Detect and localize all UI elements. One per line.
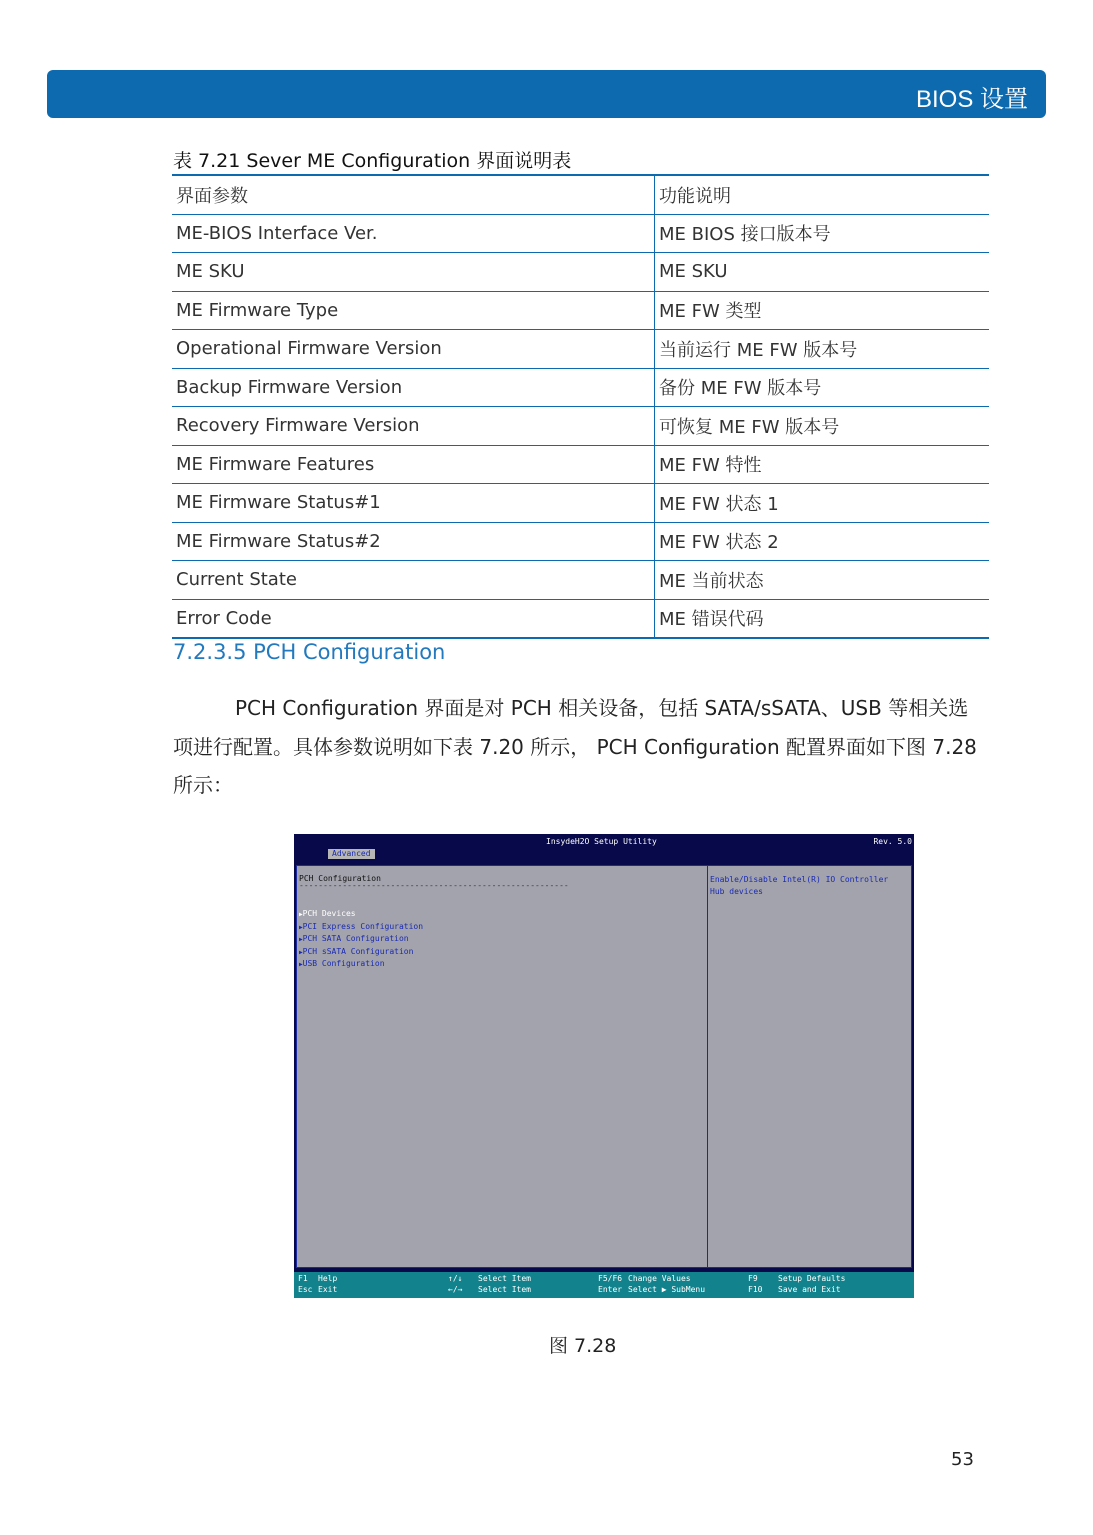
desc-cell: ME 当前状态 (655, 561, 990, 600)
param-cell: Current State (172, 561, 655, 600)
bios-help-text: Enable/Disable Intel(R) IO Controller Hub devices (710, 875, 889, 896)
table-row (172, 561, 989, 600)
param-cell: ME Firmware Status#2 (172, 522, 655, 561)
table-header-row (172, 175, 989, 214)
bios-key-action: Save and Exit (778, 1285, 841, 1294)
header-cell-desc: 功能说明 (655, 175, 990, 214)
table-row (172, 253, 989, 292)
bios-screenshot (294, 834, 914, 1298)
param-cell: ME-BIOS Interface Ver. (172, 214, 655, 253)
bios-key-action: Select Item (478, 1285, 531, 1294)
bios-key-legend (294, 1272, 914, 1298)
bios-menu-item-label: PCH Devices (302, 909, 356, 918)
param-cell: ME SKU (172, 253, 655, 292)
table-row (172, 445, 989, 484)
desc-cell: ME FW 状态 1 (655, 484, 990, 523)
bios-key-action: Exit (318, 1285, 338, 1294)
bios-menu-item-label: USB Configuration (302, 959, 385, 968)
param-cell: Error Code (172, 599, 655, 638)
param-cell: Operational Firmware Version (172, 330, 655, 369)
param-cell: ME Firmware Type (172, 291, 655, 330)
desc-cell: ME FW 状态 2 (655, 522, 990, 561)
table-row (172, 368, 989, 407)
submenu-arrow-icon: ▶ (299, 911, 303, 918)
param-cell: Backup Firmware Version (172, 368, 655, 407)
submenu-arrow-icon: ▶ (299, 936, 303, 943)
bios-menu-item[interactable] (299, 908, 423, 921)
page-number: 53 (951, 1449, 974, 1470)
bios-key-hint (448, 1273, 531, 1285)
bios-help-pane (707, 865, 912, 1268)
bios-menu-item[interactable] (299, 946, 423, 959)
desc-cell: 备份 ME FW 版本号 (655, 368, 990, 407)
bios-key-name: F9 (748, 1274, 758, 1283)
param-cell: ME Firmware Features (172, 445, 655, 484)
bios-menu-item[interactable] (299, 958, 423, 971)
submenu-arrow-icon: ▶ (299, 948, 303, 956)
bios-key-action: Change Values (628, 1274, 691, 1283)
bios-menu-item-label: PCI Express Configuration (302, 921, 424, 931)
bios-menu-item[interactable] (299, 933, 423, 946)
bios-tab-advanced[interactable]: Advanced (328, 849, 375, 859)
bios-key-hint (598, 1273, 691, 1285)
bios-key-action: Select Item (478, 1274, 531, 1283)
bios-key-name: F5/F6 (598, 1274, 623, 1283)
desc-cell: ME FW 特性 (655, 445, 990, 484)
header-bar (47, 70, 1046, 118)
table-row (172, 599, 989, 638)
figure-caption: 图 7.28 (549, 1335, 617, 1357)
submenu-arrow-icon: ▶ (299, 961, 303, 968)
param-cell: ME Firmware Status#1 (172, 484, 655, 523)
table-row (172, 522, 989, 561)
bios-key-action: Select ▶ SubMenu (628, 1285, 706, 1294)
bios-key-action: Help (318, 1274, 338, 1283)
bios-key-hint (298, 1284, 337, 1296)
bios-title-bar (294, 834, 914, 848)
table-row (172, 330, 989, 369)
bios-key-hint (598, 1284, 705, 1296)
table-row (172, 214, 989, 253)
bios-menu-item[interactable] (299, 921, 423, 934)
desc-cell: 当前运行 ME FW 版本号 (655, 330, 990, 369)
table-caption: 表 7.21 Sever ME Configuration 界面说明表 (173, 150, 572, 172)
desc-cell: ME SKU (655, 253, 990, 292)
bios-key-name: F1 (298, 1274, 308, 1283)
bios-key-name: F10 (748, 1285, 763, 1294)
bios-key-hint (748, 1284, 841, 1296)
section-paragraph: PCH Configuration 界面是对 PCH 相关设备，包括 SATA/sSATA、USB 等相关选项进行配置。具体参数说明如下表 7.20 所示， PCH Configuration 配置界面如下图 7.28 所示： (173, 696, 977, 797)
bios-separator: -------------------------------------------------------- (299, 881, 569, 890)
section-heading: 7.2.3.5 PCH Configuration (173, 640, 446, 664)
table-row (172, 291, 989, 330)
desc-cell: 可恢复 ME FW 版本号 (655, 407, 990, 446)
bios-key-action: Setup Defaults (778, 1274, 846, 1283)
submenu-arrow-icon: ▶ (299, 923, 303, 931)
bios-key-name: Enter (598, 1285, 623, 1294)
bios-main-area (296, 865, 912, 1268)
desc-cell: ME FW 类型 (655, 291, 990, 330)
bios-pane-title: PCH Configuration (299, 874, 381, 883)
bios-menu-item-label: PCH sSATA Configuration (302, 946, 414, 956)
bios-key-hint (748, 1273, 845, 1285)
bios-menu-pane (296, 865, 708, 1268)
bios-menu-item-label: PCH SATA Configuration (302, 934, 409, 943)
bios-key-name: Esc (298, 1285, 313, 1294)
bios-menu-list (299, 908, 423, 971)
parameter-table (172, 174, 989, 639)
bios-revision: Rev. 5.0 (873, 837, 912, 846)
bios-key-name: ←/→ (448, 1285, 463, 1294)
header-cell-param: 界面参数 (172, 175, 655, 214)
param-cell: Recovery Firmware Version (172, 407, 655, 446)
bios-utility-title: InsydeH2O Setup Utility (546, 837, 657, 846)
bios-key-hint (298, 1273, 337, 1285)
bios-key-name: ↑/↓ (448, 1274, 463, 1283)
header-title: BIOS 设置 (915, 86, 1028, 113)
desc-cell: ME BIOS 接口版本号 (655, 214, 990, 253)
table-row (172, 484, 989, 523)
desc-cell: ME 错误代码 (655, 599, 990, 638)
table-row (172, 407, 989, 446)
bios-key-hint (448, 1284, 531, 1296)
